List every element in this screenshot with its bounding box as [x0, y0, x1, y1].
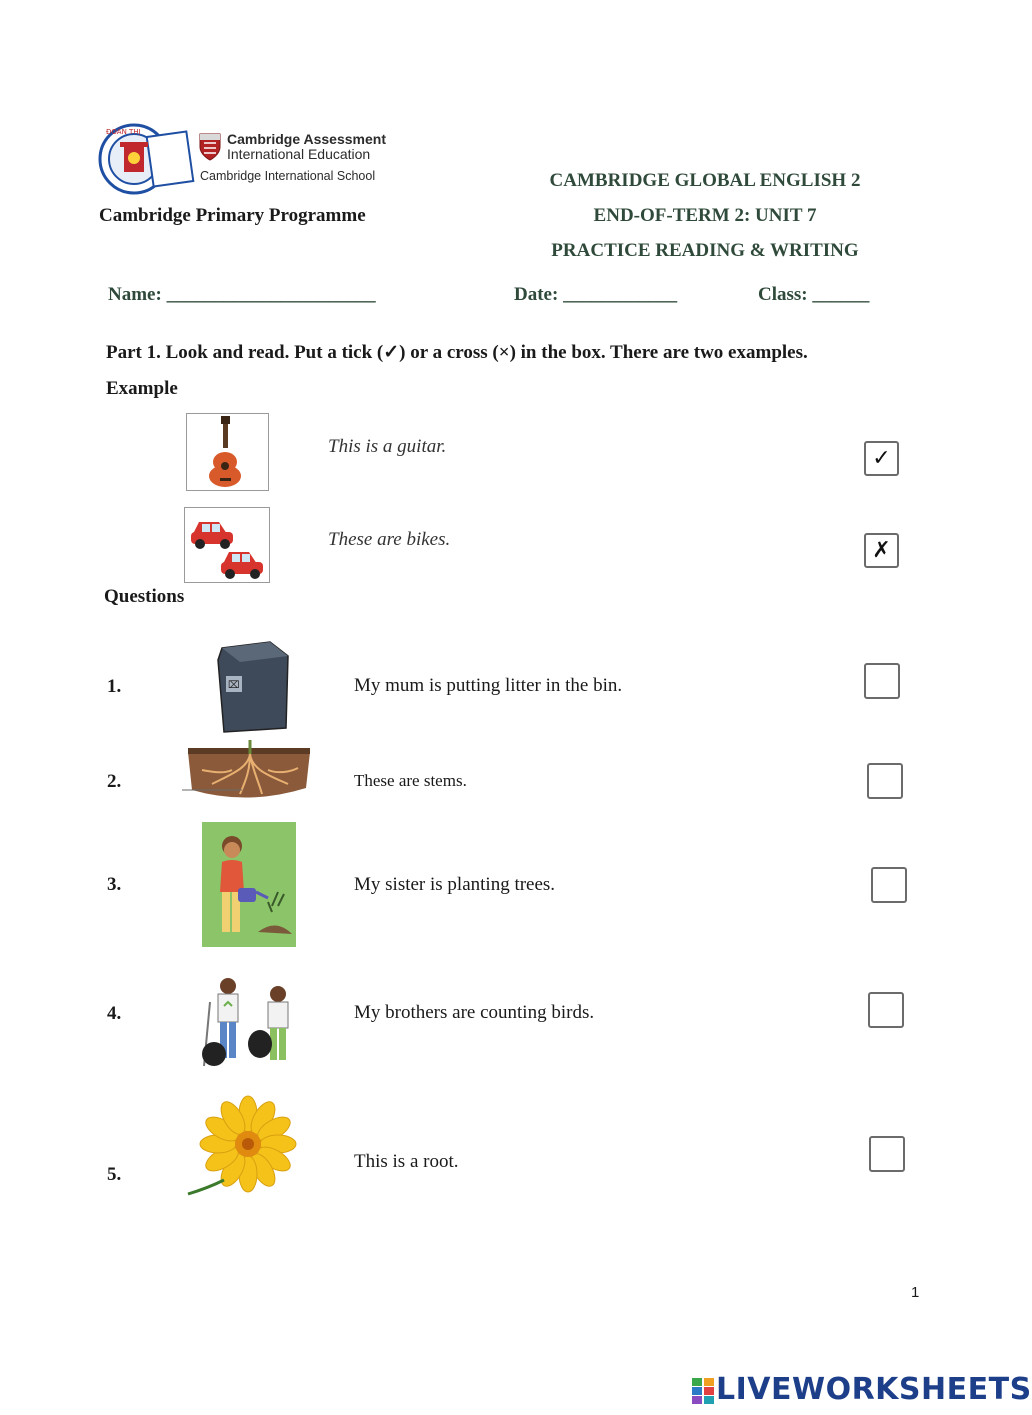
- question-sentence: My brothers are counting birds.: [354, 1002, 595, 1023]
- answer-mark: [869, 765, 901, 797]
- question-number: 5.: [107, 1164, 122, 1185]
- girl-watering-icon: [202, 822, 296, 947]
- question-number: 4.: [107, 1003, 122, 1024]
- question-sentence: This is a root.: [354, 1151, 459, 1172]
- tick-icon: ✓: [872, 446, 891, 471]
- liveworksheets-icon: [692, 1378, 714, 1404]
- car-icon: [185, 508, 269, 582]
- liveworksheets-brand: LIVEWORKSHEETS: [716, 1372, 1032, 1407]
- boys-litter-picture: [194, 972, 306, 1072]
- bin-icon: [212, 640, 292, 734]
- guitar-icon: [187, 414, 268, 490]
- example-heading: Example: [106, 378, 178, 399]
- school-logo: [98, 122, 198, 196]
- answer-mark: [871, 1138, 903, 1170]
- part1-instruction: Part 1. Look and read. Put a tick (✓) or a cross (×) in the box. There are two examples.: [106, 342, 808, 363]
- page-number: 1: [911, 1284, 920, 1301]
- liveworksheets-logo[interactable]: [692, 1372, 1032, 1412]
- boys-litter-icon: [194, 972, 306, 1072]
- class-field[interactable]: [758, 284, 869, 306]
- example-sentence: This is a guitar.: [328, 436, 447, 457]
- date-blank[interactable]: ____________: [563, 284, 678, 305]
- term-title: END-OF-TERM 2: UNIT 7: [593, 205, 817, 226]
- answer-box[interactable]: [869, 1136, 905, 1172]
- answer-box[interactable]: [868, 992, 904, 1028]
- course-title: CAMBRIDGE GLOBAL ENGLISH 2: [549, 170, 861, 191]
- cambridge-line2: International Education: [227, 146, 371, 162]
- cambridge-logo: [199, 131, 386, 187]
- answer-mark: [866, 665, 898, 697]
- roots-icon: [182, 740, 314, 804]
- name-label: Name:: [108, 284, 162, 305]
- date-label: Date:: [514, 284, 559, 305]
- answer-mark: [873, 869, 905, 901]
- guitar-picture: [186, 413, 269, 491]
- cambridge-line1: Cambridge Assessment: [227, 131, 386, 147]
- svg-text:ĐOÀN THỊ: ĐOÀN THỊ: [106, 128, 141, 136]
- name-blank[interactable]: ______________________: [166, 284, 376, 305]
- question-sentence: My mum is putting litter in the bin.: [354, 675, 623, 696]
- name-field[interactable]: [108, 284, 376, 306]
- flower-icon: [188, 1098, 300, 1196]
- question-sentence: These are stems.: [354, 771, 467, 790]
- question-number: 2.: [107, 771, 122, 792]
- cambridge-shield-icon: [199, 133, 221, 161]
- answer-box[interactable]: [864, 663, 900, 699]
- class-blank[interactable]: ______: [812, 284, 870, 305]
- question-number: 3.: [107, 874, 122, 895]
- cars-picture: [184, 507, 270, 583]
- svg-text:⌧: ⌧: [228, 680, 240, 691]
- answer-mark: [870, 994, 902, 1026]
- practice-title: PRACTICE READING & WRITING: [551, 240, 859, 261]
- class-label: Class:: [758, 284, 808, 305]
- answer-box[interactable]: [867, 763, 903, 799]
- answer-box[interactable]: [864, 533, 899, 568]
- question-sentence: My sister is planting trees.: [354, 874, 556, 895]
- roots-picture: [182, 740, 314, 804]
- cross-icon: ✗: [872, 538, 891, 563]
- answer-box[interactable]: [864, 441, 899, 476]
- cambridge-line3: Cambridge International School: [200, 169, 376, 183]
- bin-picture: [212, 640, 292, 734]
- question-number: 1.: [107, 676, 122, 697]
- flower-picture: [188, 1098, 300, 1196]
- girl-watering-picture: [202, 822, 296, 947]
- questions-heading: Questions: [104, 586, 185, 607]
- date-field[interactable]: [514, 284, 677, 306]
- example-sentence: These are bikes.: [328, 529, 451, 550]
- programme-title: Cambridge Primary Programme: [99, 205, 366, 226]
- answer-box[interactable]: [871, 867, 907, 903]
